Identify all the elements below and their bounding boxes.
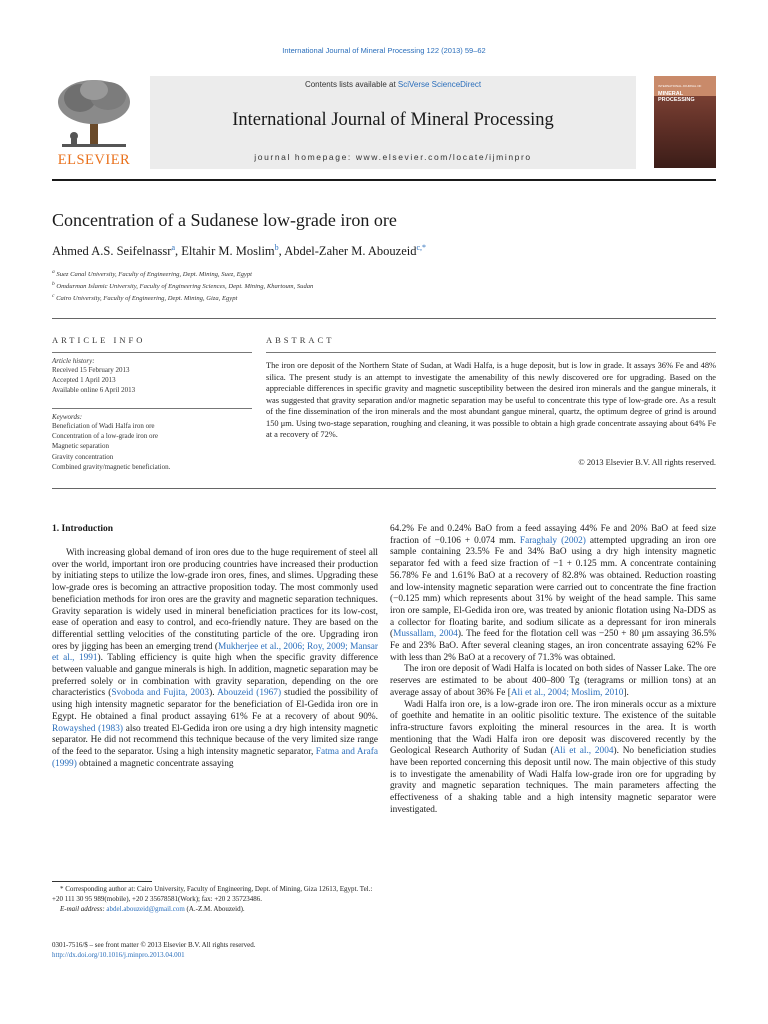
citation-link[interactable]: Abouzeid (1967) xyxy=(217,688,282,699)
article-info-label: ARTICLE INFO xyxy=(52,335,146,345)
header-divider xyxy=(52,179,716,181)
contents-prefix: Contents lists available at xyxy=(304,80,398,89)
email-link[interactable]: abdel.abouzeid@gmail.com xyxy=(106,904,185,913)
body-left-column xyxy=(52,524,378,770)
author-sep: , xyxy=(278,244,285,259)
history-label: Article history: xyxy=(52,357,95,365)
text-run: Wadi Halfa iron ore, is a low-grade iron ore. The iron minerals occur as a mixture of goethite and hematite in an oolitic pisolitic texture. The existence of the suitable infra-structure favors exploiting the mineral resources in the area. It is worth mentioning that the Wadi Halfa iron ore deposit was discovered recently by the Geological Research Authority of Sudan ( xyxy=(390,699,716,757)
keyword: Gravity concentration xyxy=(52,452,114,461)
body-right-column xyxy=(390,524,716,817)
publisher-wordmark: ELSEVIER xyxy=(57,152,131,168)
citation-link[interactable]: Rowayshed (1983) xyxy=(52,723,123,734)
email-line xyxy=(52,905,378,915)
abstract-divider xyxy=(52,488,716,489)
citation-link[interactable]: Fatma and Arafa (1999) xyxy=(52,746,378,769)
introduction-heading: 1. Introduction xyxy=(52,524,114,534)
citation-link[interactable]: Svoboda and Fujita, 2003 xyxy=(111,688,210,699)
email-suffix: (A.-Z.M. Abouzeid). xyxy=(184,904,245,913)
article-history xyxy=(52,357,252,396)
author-2-affil[interactable]: b xyxy=(274,243,279,252)
history-online: Available online 6 April 2013 xyxy=(52,386,136,395)
abstract-text: The iron ore deposit of the Northern State of Sudan, at Wadi Halfa, is a huge deposit, but is low in grade. It assays 36% Fe and 48% silica. The present study is an attempt to investigate the amenability of this newly discovered ore for upgrading. Based on the appreciable differences in specific gravity and magnetic susceptibility between the desired iron minerals and the gangue minerals, it was suggested that gravity separation and/or magnetic separation may be useful to concentrate this type of low-grade ore. As a result of the fine dissemination of the iron minerals and the most abundant gangue mineral, quartz, the optimum degree of grind is around 150 μm. Using two-stage separation, roughing and cleaning, it was possible to obtain a high grade concentrate assaying about 64% Fe at a recovery of 72%. xyxy=(266,361,716,439)
author-sep: , xyxy=(175,244,182,259)
text-run: studied the possibility of using high intensity magnetic separator for the beneficiation of El-Gedida iron ore in Egypt. He obtained a final product assaying 61% Fe at a recovery of about 90%. xyxy=(52,688,378,722)
text-run: ). The feed for the flotation cell was −250 + 80 μm assaying 36.5% Fe and 23% BaO. After several cleaning stages, an iron concentrate assaying 62% Fe with less than 2% BaO at a recovery of 71.3% was obtained. xyxy=(390,629,717,663)
keywords xyxy=(52,413,252,472)
keyword: Concentration of a low-grade iron ore xyxy=(52,432,158,441)
journal-homepage[interactable]: journal homepage: www.elsevier.com/locate/ijminpro xyxy=(254,152,532,162)
citation-link[interactable]: Mukherjee et al., 2006; Roy, 2009; Mansar et al., 1991 xyxy=(52,641,378,664)
affil-sup: c xyxy=(52,293,55,299)
info-rule xyxy=(52,408,252,409)
email-label: E-mail address: xyxy=(60,904,107,913)
cover-line-2: MINERAL PROCESSING xyxy=(658,91,695,103)
affil-text: Omdurman Islamic University, Faculty of Engineering Sciences, Dept. Mining, Khartoum, Sudan xyxy=(56,283,314,291)
footnote-rule xyxy=(52,881,152,882)
text-run: ). No beneficiation studies have been reported concerning this deposit until now. The main objective of this study is to investigate the amenability of Wadi Halfa low-grade iron ore for upgrading by gravity and magnetic separation techniques. The main parameters affecting the effectiveness of a shaking table and a high intensity magnetic separator were investigated. xyxy=(390,746,717,815)
doi-link[interactable]: http://dx.doi.org/10.1016/j.minpro.2013.04.001 xyxy=(52,951,185,959)
keyword: Magnetic separation xyxy=(52,442,109,451)
text-run: The iron ore deposit of Wadi Halfa is located on both sides of Nasser Lake. The ore reserves are estimated to be about 400–800 Tg (teragrams or million tons) at an average assay of about 36% Fe [ xyxy=(390,664,716,698)
affiliation-c xyxy=(52,293,237,302)
text-run: obtained a magnetic concentrate assaying xyxy=(76,758,234,769)
keyword: Combined gravity/magnetic beneficiation. xyxy=(52,462,171,471)
affiliation-a xyxy=(52,269,252,278)
article-title: Concentration of a Sudanese low-grade iron ore xyxy=(52,210,397,230)
intro-paragraph-2 xyxy=(390,664,716,699)
author-1-affil[interactable]: a xyxy=(171,243,175,252)
citation-link[interactable]: Ali et al., 2004 xyxy=(553,746,614,757)
author-3-affil[interactable]: c,* xyxy=(416,243,427,252)
front-matter-meta xyxy=(52,940,256,960)
abstract-rule xyxy=(266,352,716,353)
text-run: ). Tabling efficiency is quite high when the specific gravity difference between valuable and gangue minerals is high. In addition, magnetic separation may be preferred solely or in combination with gravity separation, depending on the ore characteristics ( xyxy=(52,653,378,699)
citation-link[interactable]: Mussallam, 2004 xyxy=(393,629,458,640)
keywords-label: Keywords: xyxy=(52,413,83,421)
keyword: Beneficiation of Wadi Halfa iron ore xyxy=(52,422,155,430)
journal-reference[interactable]: International Journal of Mineral Processing 122 (2013) 59–62 xyxy=(282,46,486,55)
contents-line xyxy=(150,80,636,89)
author-2: Eltahir M. Moslim xyxy=(181,244,275,259)
affil-text: Suez Canal University, Faculty of Engineering, Dept. Mining, Suez, Egypt xyxy=(56,271,252,279)
journal-title: International Journal of Mineral Processing xyxy=(232,110,554,130)
text-run: attempted upgrading an iron ore sample containing 23.5% Fe and 34% BaO using a dry high intensity magnetic separator fed with a feed size fraction of −1 + 0.125 mm. A concentrate containing 56.78% Fe and 1.61% BaO at a recovery of 82.8% was obtained. Reduction roasting and low-intensity magnetic separation were carried out to concentrate the fine fraction (−0.125 mm) which represents about 31% by weight of the head sample. This same iron ore sample, El-Gedida iron ore, was treated by anionic flotation using Na-DDS as a collector for floating barite, and sodium silicate as a depressant for iron minerals ( xyxy=(390,535,716,640)
issn-line: 0301-7516/$ – see front matter © 2013 Elsevier B.V. All rights reserved. xyxy=(52,941,256,949)
history-accepted: Accepted 1 April 2013 xyxy=(52,376,116,385)
intro-paragraph-3 xyxy=(390,700,716,817)
author-3: Abdel-Zaher M. Abouzeid xyxy=(284,244,417,259)
text-run: ). xyxy=(209,688,218,699)
text-run: With increasing global demand of iron ores due to the huge requirement of steel all over the world, important iron ore producing countries have increased their production by initiating steps to utilize the low-grade iron ores, fines, and slimes. Upgrading these low-grade ores is becoming an attractive proposition today. The most commonly used beneficiation methods for iron ores are the gravity and magnetic separation techniques. Gravity separation is widely used in mineral beneficiation practices for its low-cost, ease of operation and easy to control, and eco-friendly nature. They are based on the differential settling velocities of the constituting particle of the ore. Upgrading iron ores by jigging has been an emerging trend ( xyxy=(52,548,378,652)
affiliation-divider xyxy=(52,318,716,319)
sciencedirect-link[interactable]: SciVerse ScienceDirect xyxy=(397,80,482,89)
author-list xyxy=(52,243,426,259)
history-received: Received 15 February 2013 xyxy=(52,366,130,374)
author-1: Ahmed A.S. Seifelnassr xyxy=(52,244,172,259)
text-run: also treated El-Gedida iron ore using a dry high intensity magnetic separator. He did not recommend this technique because of the very limited size range of the feed to the separator. Using a high intensity magnetic separator, xyxy=(52,723,378,757)
intro-paragraph-1-cont xyxy=(390,524,716,664)
journal-cover-thumbnail xyxy=(654,76,716,168)
affil-sup: a xyxy=(52,269,55,275)
affiliation-b xyxy=(52,281,313,290)
cover-line-1: INTERNATIONAL JOURNAL OF xyxy=(658,84,702,88)
corresponding-text: * Corresponding author at: Cairo University, Faculty of Engineering, Dept. of Mining, Giza 12613, Egypt. Tel.: +20 111 30 95 989(mobile), +20 2 35678581(Work); fax: +20 2 35723486. xyxy=(52,885,373,903)
affil-sup: b xyxy=(52,281,55,287)
abstract-copyright: © 2013 Elsevier B.V. All rights reserved. xyxy=(578,458,716,467)
citation-link[interactable]: Faraghaly (2002) xyxy=(519,535,586,546)
text-run: ]. xyxy=(623,687,629,698)
intro-paragraph-1 xyxy=(52,548,378,770)
citation-link[interactable]: Ali et al., 2004; Moslim, 2010 xyxy=(510,687,624,698)
abstract-label: ABSTRACT xyxy=(266,335,335,345)
affil-text: Cairo University, Faculty of Engineering, Dept. Mining, Giza, Egypt xyxy=(56,295,238,303)
text-run: 64.2% Fe and 0.24% BaO from a feed assaying 44% Fe and 20% BaO at feed size fraction of −0.106 + 0.074 mm. xyxy=(390,524,716,546)
info-rule xyxy=(52,352,252,353)
corresponding-author-footnote xyxy=(52,885,378,914)
